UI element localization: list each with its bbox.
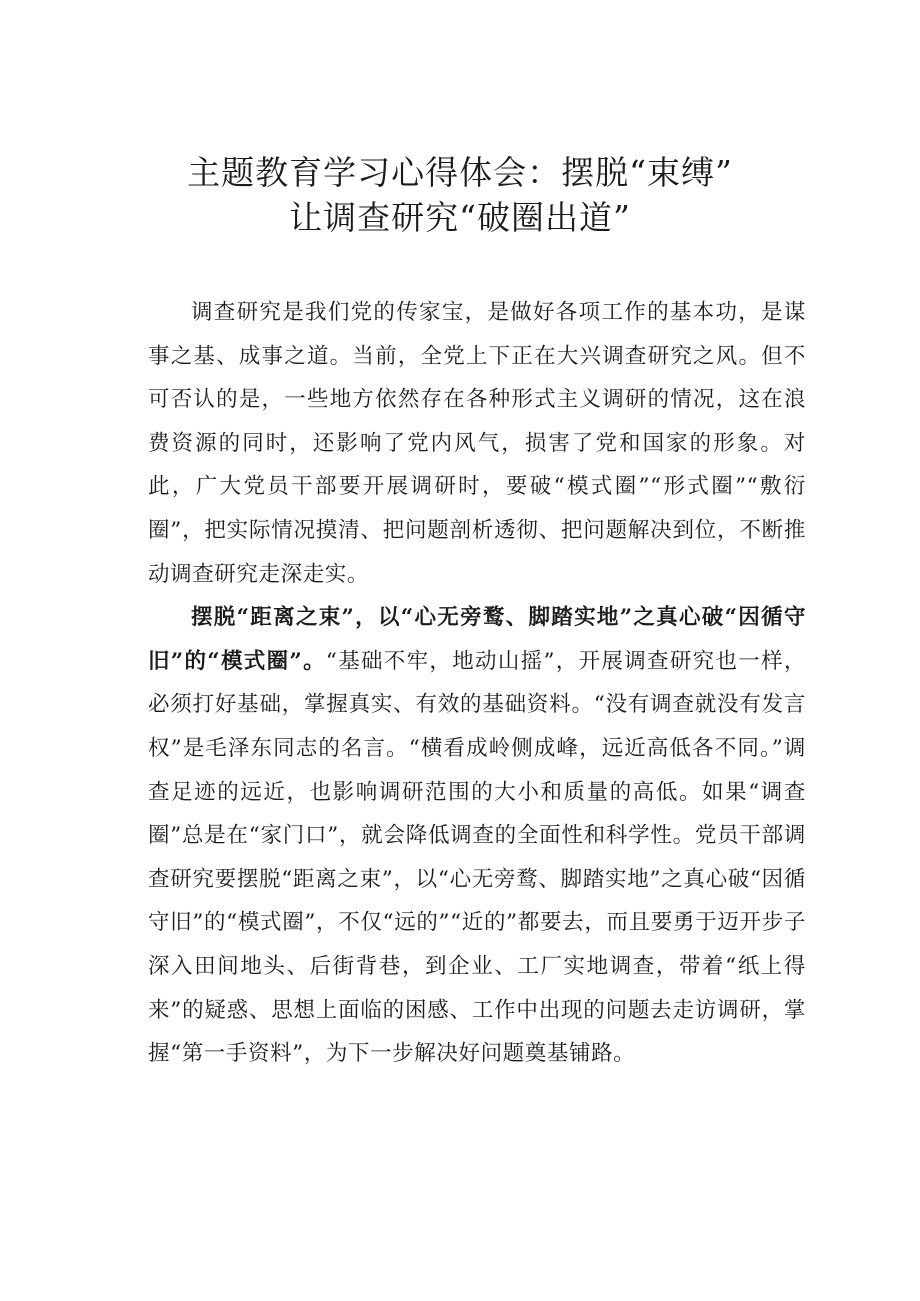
paragraph-2-body: “基础不牢，地动山摇”，开展调查研究也一样，必须打好基础，掌握真实、有效的基础资料。“没有调查就没有发言权”是毛泽东同志的名言。“横看成岭侧成峰，远近高低各不同。”调查足迹的远近，也影响调研范围的大小和质量的高低。如果“调查圈”总是在“家门口”，就会降低调查的全面性和科学性。党员干部调查研究要摆脱“距离之束”，以“心无旁鹜、脚踏实地”之真心破“因循守旧”的“模式圈”，不仅“远的”“近的”都要去，而且要勇于迈开步子深入田间地头、后街背巷，到企业、工厂实地调查，带着“纸上得来”的疑惑、思想上面临的困感、工作中出现的问题去走访调研，掌握“第一手资料”，为下一步解决好问题奠基铺路。 — [148, 648, 806, 1067]
title-line-2: 让调查研究“破圈出道” — [289, 198, 631, 237]
paragraph-2 — [148, 596, 806, 1076]
title-line-1: 主题教育学习心得体会：摆脱“束缚” — [187, 153, 733, 192]
document-body — [148, 291, 806, 1076]
document-title — [0, 150, 920, 240]
paragraph-1: 调查研究是我们党的传家宝，是做好各项工作的基本功，是谋事之基、成事之道。当前，全党上下正在大兴调查研究之风。但不可否认的是，一些地方依然存在各种形式主义调研的情况，这在浪费资源的同时，还影响了党内风气，损害了党和国家的形象。对此，广大党员干部要开展调研时，要破“模式圈”“形式圈”“敷衍圈”，把实际情况摸清、把问题剖析透彻、把问题解决到位，不断推动调查研究走深走实。 — [148, 300, 806, 587]
paragraph-2-lead: 摆脱“距离之束”，以“心无旁鹜、脚踏实地”之真心破“因循守旧”的“模式圈”。 — [148, 605, 806, 674]
